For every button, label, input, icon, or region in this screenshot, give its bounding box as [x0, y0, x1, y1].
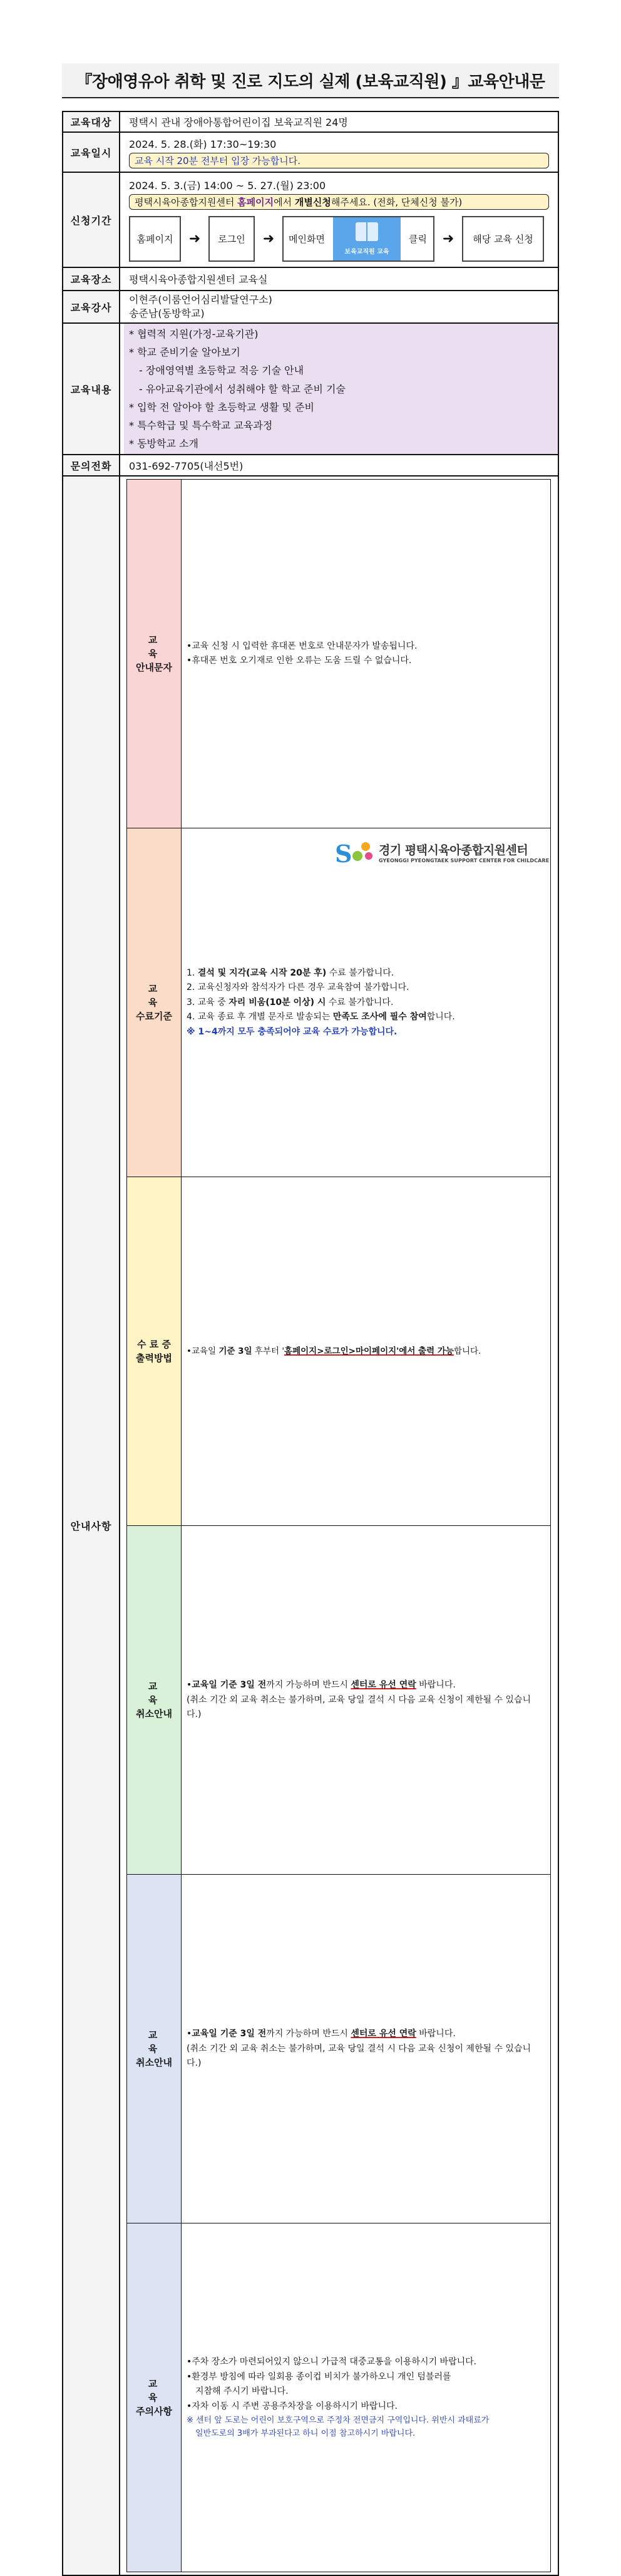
notice-cancel-2: 교 육 취소안내 •교육일 기준 3일 전까지 가능하며 반드시 센터로 유선 연락 바랍니다. (취소 기간 외 교육 취소는 불가하며, 교육 당일 결석 시 다음 교육 신청이 제한될 수 있습니다.): [127, 1875, 551, 2223]
label-notice: 안내사항: [63, 476, 120, 2575]
label-date: 교육일시: [63, 132, 120, 172]
row-target: [63, 111, 558, 132]
content-box: [124, 324, 558, 454]
footer: [334, 837, 559, 867]
center-logo: [334, 838, 375, 866]
apply-flow: [129, 216, 549, 262]
label-lecturer: 교육강사: [63, 291, 120, 323]
label-phone: 문의전화: [63, 455, 120, 476]
menu-tile: [333, 217, 401, 260]
step-main-label: 메인화면: [289, 234, 325, 245]
row-phone: [63, 455, 558, 476]
value-target: 평택시 관내 장애아통합어린이집 보육교직원 24명: [120, 111, 558, 132]
logo-letter: S: [335, 840, 352, 868]
logo-dot: [361, 842, 370, 851]
content-subitem: - 유아교육기관에서 성취해야 할 학교 준비 기술: [139, 383, 346, 395]
content-item: * 입학 전 알아야 할 초등학교 생활 및 준비: [129, 401, 314, 413]
row-lecturer: [63, 291, 558, 323]
logo-dot: [365, 852, 372, 860]
lecturer-1: 이현주(이룸언어심리발달연구소): [129, 294, 272, 306]
notice-completion: 교 육 수료기준 1. 결석 및 지각(교육 시작 20분 후) 수료 불가합니다. 2. 교육신청자와 참석자가 다른 경우 교육참여 불가합니다. 3. 교육 중 자리 비움(10분 이상) 시 수료 불가합니다. 4. 교육 종료 후 개별 문자로 발송되는 만족도 조사에 필수 참여합니다. ※ 1~4까지 모두 충족되어야 교육 수료가 가능합니다.: [127, 828, 551, 1177]
content-item: * 학교 준비기술 알아보기: [129, 346, 240, 359]
info-table: [62, 111, 559, 2576]
value-date: 2024. 5. 28.(화) 17:30~19:30: [129, 138, 277, 150]
value-apply: 2024. 5. 3.(금) 14:00 ~ 5. 27.(월) 23:00: [129, 180, 326, 192]
notice-sms: 교 육 안내문자 •교육 신청 시 입력한 휴대폰 번호로 안내문자가 발송됩니다. •휴대폰 번호 오기재로 인한 오류는 도움 드릴 수 없습니다.: [127, 480, 551, 828]
step-click-label: 클릭: [409, 234, 427, 245]
step-final: 해당 교육 신청: [462, 216, 544, 262]
notice-certificate: 수 료 증 출력방법 •교육일 기준 3일 후부터 '홈페이지>로그인>마이페이지'에서 출력 가능합니다.: [127, 1177, 551, 1526]
label-apply: 신청기간: [63, 172, 120, 267]
center-name: 경기 평택시육아종합지원센터: [379, 843, 528, 857]
row-apply: [63, 172, 558, 267]
logo-dot: [352, 851, 362, 861]
title-bar: [62, 63, 559, 98]
row-date: [63, 132, 558, 172]
row-place: [63, 267, 558, 291]
content-item: * 동방학교 소개: [129, 438, 198, 450]
row-notice: [63, 476, 558, 2575]
arrow-icon: ➜: [262, 231, 275, 247]
lecturer-2: 송준남(동방학교): [129, 307, 205, 319]
arrow-icon: ➜: [442, 231, 454, 247]
homepage-highlight: 홈페이지: [237, 197, 274, 208]
label-target: 교육대상: [63, 111, 120, 132]
center-name-english: GYEONGGI PYEONGTAEK SUPPORT CENTER FOR CHILDCARE: [379, 858, 550, 863]
book-icon: [356, 222, 378, 241]
content-subitem: - 장애영역별 초등학교 적응 기술 안내: [139, 364, 304, 377]
step-home: 홈페이지: [129, 216, 181, 262]
menu-tile-label: 보육교직원 교육: [344, 249, 389, 255]
arrow-icon: ➜: [188, 231, 201, 247]
step-main: [282, 216, 434, 262]
page-title: 『장애영유아 취학 및 진로 지도의 실제 (보육교직원) 』교육안내문: [76, 72, 545, 91]
value-place: 평택시육아종합지원센터 교육실: [120, 267, 558, 291]
content-item: * 특수학급 및 특수학교 교육과정: [129, 420, 273, 432]
notice-caution: 교 육 주의사항 •주차 장소가 마련되어있지 않으니 가급적 대중교통을 이용하시기 바랍니다. •환경부 방침에 따라 일회용 종이컵 비치가 불가하오니 개인 텀블러를 지참해 주시기 바랍니다. •자차 이동 시 주변 공용주차장을 이용하시기 바랍니다. ※ 센터 앞 도로는 어린이 보호구역으로 주정차 전면금지 구역입니다. 위반시 과태료가 일반도로의 3배가 부과된다고 하니 이점 참고하시기 바랍니다.: [127, 2223, 551, 2572]
label-content: 교육내용: [63, 323, 120, 455]
notice-table: [126, 479, 551, 2572]
step-login: 로그인: [208, 216, 255, 262]
notice-cancel-1: 교 육 취소안내 •교육일 기준 3일 전까지 가능하며 반드시 센터로 유선 연락 바랍니다. (취소 기간 외 교육 취소는 불가하며, 교육 당일 결석 시 다음 교육 신청이 제한될 수 있습니다.): [127, 1526, 551, 1875]
apply-note: 평택시육아종합지원센터 홈페이지에서 개별신청해주세요. (전화, 단체신청 불가): [129, 194, 549, 210]
value-phone: 031-692-7705(내선5번): [120, 455, 558, 476]
date-note: 교육 시작 20분 전부터 입장 가능합니다.: [129, 153, 549, 168]
content-item: * 협력적 지원(가정-교육기관): [129, 328, 259, 340]
label-place: 교육장소: [63, 267, 120, 291]
row-content: [63, 323, 558, 455]
